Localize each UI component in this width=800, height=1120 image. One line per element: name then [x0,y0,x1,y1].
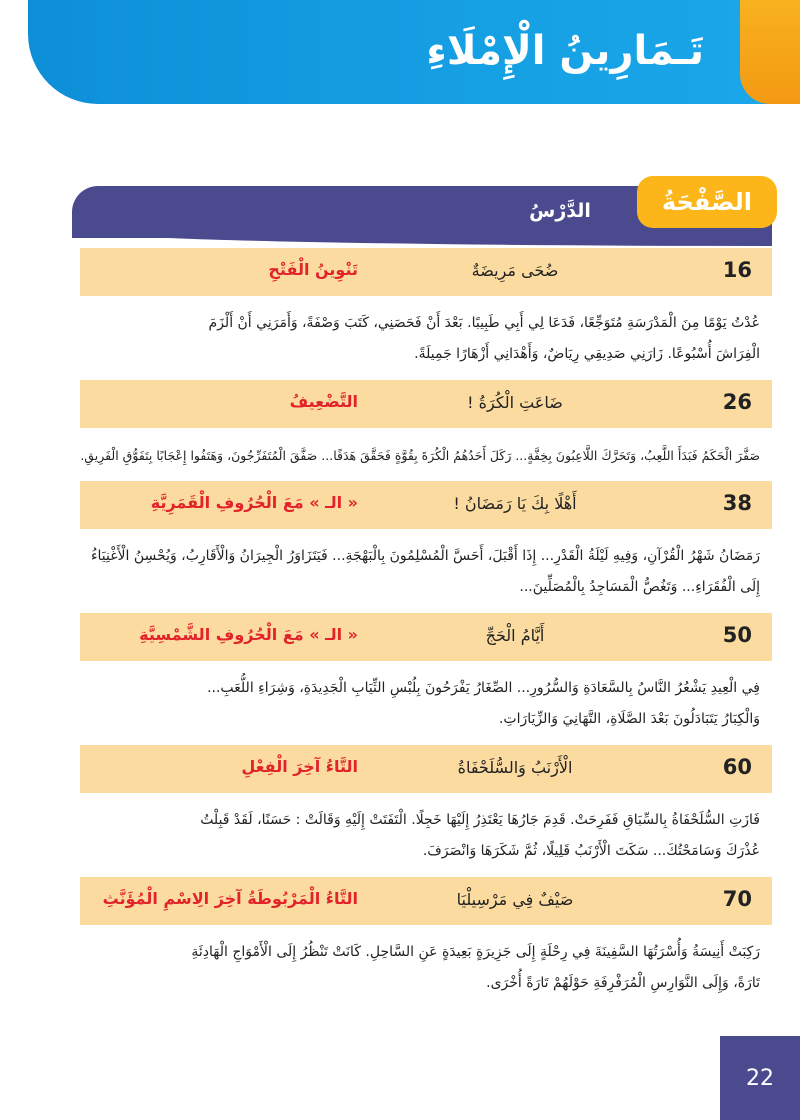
lesson-rule: التَّضْعِيفُ [289,392,358,411]
text-line: وَالْكِبَارُ يَتَبَادَلُونَ بَعْدَ الصَّلَاةِ، التَّهَانِيَ وَالزِّيَارَاتِ. [498,711,760,727]
lesson-rule: تَنْوِينُ الْفَتْحِ [268,260,358,279]
text-line: رَمَضَانُ شَهْرُ الْقُرْآنِ، وَفِيهِ لَيْلَةُ الْقَدْرِ... إِذَا أَقْبَلَ، أَحَسَّ الْمُسْلِمُونَ بِالْبَهْجَةِ... فَيَتَزَاوَرُ الْجِيرَانُ وَالْأَقَارِبُ، وَيُحْسِنُ الْأَغْنِيَاءُ [90,548,760,564]
lesson-header-row [80,481,772,529]
lesson-header-row [80,745,772,793]
lesson-title: صَيْفٌ فِي مَرْسِيلْيَا [456,890,574,909]
lesson-page-number: 50 [722,623,752,647]
lesson-dictation-text [80,933,772,999]
text-line: صَفَّرَ الْحَكَمُ فَبَدَأَ اللَّعِبُ، وَتَحَرَّكَ اللَّاعِبُونَ بِخِفَّةٍ... رَكَلَ أَحَدُهُمُ الْكُرَةَ بِقُوَّةٍ فَحَقَّقَ هَدَفًا... صَفَّقَ الْمُتَفَرِّجُونَ، وَهَتَفُوا إِعْجَابًا بِتَفَوُّقِ الْفَرِيقِ. [80,448,760,463]
page-title: تَـمَارِينُ الْإِمْلَاءِ [426,28,704,74]
lesson-item [80,745,772,867]
lesson-page-number: 16 [722,258,752,282]
lesson-rule: التَّاءُ الْمَرْبُوطَةُ آخِرَ الِاسْمِ الْمُؤَنَّثِ [102,889,358,908]
lesson-rule: « الـ » مَعَ الْحُرُوفِ الشَّمْسِيَّةِ [139,625,358,644]
text-line: تَارَةً، وَإِلَى النَّوَارِسِ الْمُرَفْرِفَةِ حَوْلَهُمْ تَارَةً أُخْرَى. [486,975,760,991]
text-line: إِلَى الْفُقَرَاءِ... وَتَغُصُّ الْمَسَاجِدُ بِالْمُصَلِّينَ... [519,579,760,595]
lesson-title: أَيَّامُ الْحَجِّ [485,626,545,645]
text-line: عُدْتُ يَوْمًا مِنَ الْمَدْرَسَةِ مُتَوَجِّعًا، فَدَعَا لِي أَبِي طَبِيبًا. بَعْدَ أَنْ فَحَصَنِي، كَتَبَ وَصْفَةً، وَأَمَرَنِي أَنْ أَلْزَمَ [208,315,760,331]
header-page-label: الصَّفْحَةُ [637,176,777,228]
lesson-dictation-text [80,304,772,370]
lesson-rule: التَّاءُ آخِرَ الْفِعْلِ [241,757,358,776]
lesson-page-number: 38 [722,491,752,515]
lesson-page-number: 26 [722,390,752,414]
lesson-dictation-text [80,537,772,603]
lesson-header-row [80,877,772,925]
lesson-header-row [80,248,772,296]
text-line: رَكِبَتْ أَنِيسَةُ وَأُسْرَتُهَا السَّفِينَةَ فِي رِحْلَةٍ إِلَى جَزِيرَةٍ بَعِيدَةٍ عَنِ السَّاحِلِ. كَانَتْ تَنْظُرُ إِلَى الْأَمْوَاجِ الْهَادِئَةِ [191,944,760,960]
text-line: الْفِرَاشَ أُسْبُوعًا. زَارَنِي صَدِيقِي رِيَاضٌ، وَأَهْدَانِي أَزْهَارًا جَمِيلَةً. [414,346,760,362]
lesson-rule: « الـ » مَعَ الْحُرُوفِ الْقَمَرِيَّةِ [150,493,358,512]
lesson-title: أَهْلًا بِكَ يَا رَمَضَانُ ! [453,494,577,513]
lessons-list [80,248,772,1009]
text-line: عُذْرَكَ وَسَامَحْتُكَ... سَكَتَ الْأَرْنَبُ قَلِيلًا، ثُمَّ شَكَرَهَا وَانْصَرَفَ. [422,843,760,859]
lesson-title: الْأَرْنَبُ وَالسُّلَحْفَاةُ [457,758,573,777]
lesson-title: ضَاعَتِ الْكُرَةُ ! [467,393,563,412]
lesson-header-row [80,613,772,661]
lesson-dictation-text [80,801,772,867]
lesson-item [80,248,772,370]
banner-orange-stripe [740,0,800,104]
lesson-item [80,481,772,603]
lesson-page-number: 70 [722,887,752,911]
page-number: 22 [720,1036,800,1120]
lesson-item [80,877,772,999]
lesson-header-row [80,380,772,428]
text-line: فَازَتِ السُّلَحْفَاةُ بِالسِّبَاقِ فَفَرِحَتْ. قَدِمَ جَارُهَا يَعْتَذِرُ إِلَيْهَا خَجِلًا. الْتَفَتَتْ إِلَيْهِ وَقَالَتْ : حَسَنًا، لَقَدْ قَبِلْتُ [200,812,760,828]
lesson-title: ضُحَى مَرِيضَةٌ [471,261,559,280]
text-line: فِي الْعِيدِ يَشْعُرُ النَّاسُ بِالسَّعَادَةِ وَالسُّرُورِ... الصِّغَارُ يَفْرَحُونَ بِلُبْسِ الثِّيَابِ الْجَدِيدَةِ، وَشِرَاءِ اللُّعَبِ... [207,680,760,696]
lesson-page-number: 60 [722,755,752,779]
header-wave [72,230,772,246]
lesson-dictation-text [80,669,772,735]
lesson-item [80,613,772,735]
lesson-item [80,380,772,471]
lesson-dictation-text [80,436,772,471]
header-lesson-label: الدَّرْسُ [529,200,591,222]
